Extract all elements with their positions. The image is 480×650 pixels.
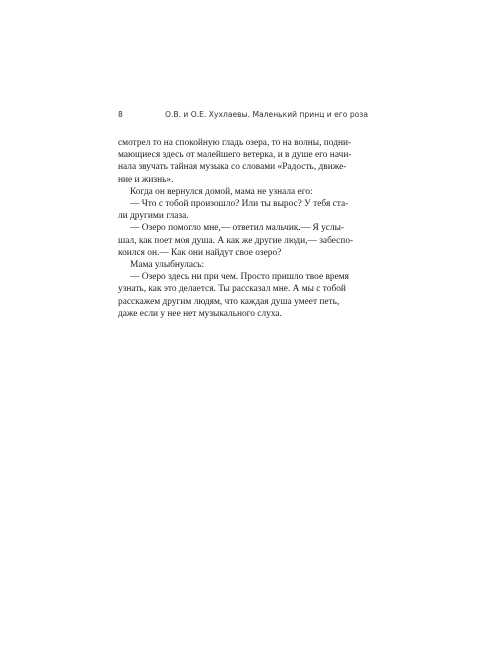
text-line: коился он.— Как они найдут свое озеро? — [118, 247, 282, 258]
text-line: Когда он вернулся домой, мама не узнала его: — [130, 186, 313, 197]
text-line: ние и жизнь». — [118, 174, 174, 185]
paragraph-6 — [118, 271, 368, 320]
paragraph-2 — [118, 186, 368, 198]
text-line: шал, как поет моя душа. А как же другие люди,— забеспо- — [118, 235, 354, 246]
text-line: мающиеся здесь от малейшего ветерка, и в душе его начи- — [118, 150, 352, 161]
running-head — [118, 108, 368, 122]
paragraph-5 — [118, 259, 368, 271]
text-line: расскажем другим людям, что каждая душа умеет петь, — [118, 296, 340, 307]
text-line: ли другими глаза. — [118, 211, 189, 222]
text-line: — Что с тобой произошло? Или ты вырос? У тебя ста- — [130, 199, 349, 210]
text-line: — Озеро помогло мне,— ответил мальчик.— Я услы- — [130, 223, 345, 234]
text-line: смотрел то на спокойную гладь озера, то на волны, подни- — [118, 138, 352, 148]
text-line: нала звучать тайная музыка со словами «Радость, движе- — [118, 162, 347, 173]
text-line: узнать, как это делается. Ты рассказал мне. А мы с тобой — [118, 284, 346, 295]
text-line: Мама улыбнулась: — [130, 260, 205, 271]
paragraph-3 — [118, 198, 368, 222]
page-number: 8 — [118, 110, 123, 119]
paragraph-1 — [118, 137, 368, 186]
text-line: даже если у нее нет музыкального слуха. — [118, 308, 282, 319]
text-line: — Озеро здесь ни при чем. Просто пришло твое время — [130, 272, 349, 283]
running-title: О.В. и О.Е. Хухлаевы. Маленький принц и его роза — [165, 110, 368, 119]
body-text — [118, 137, 368, 320]
paragraph-4 — [118, 222, 368, 259]
